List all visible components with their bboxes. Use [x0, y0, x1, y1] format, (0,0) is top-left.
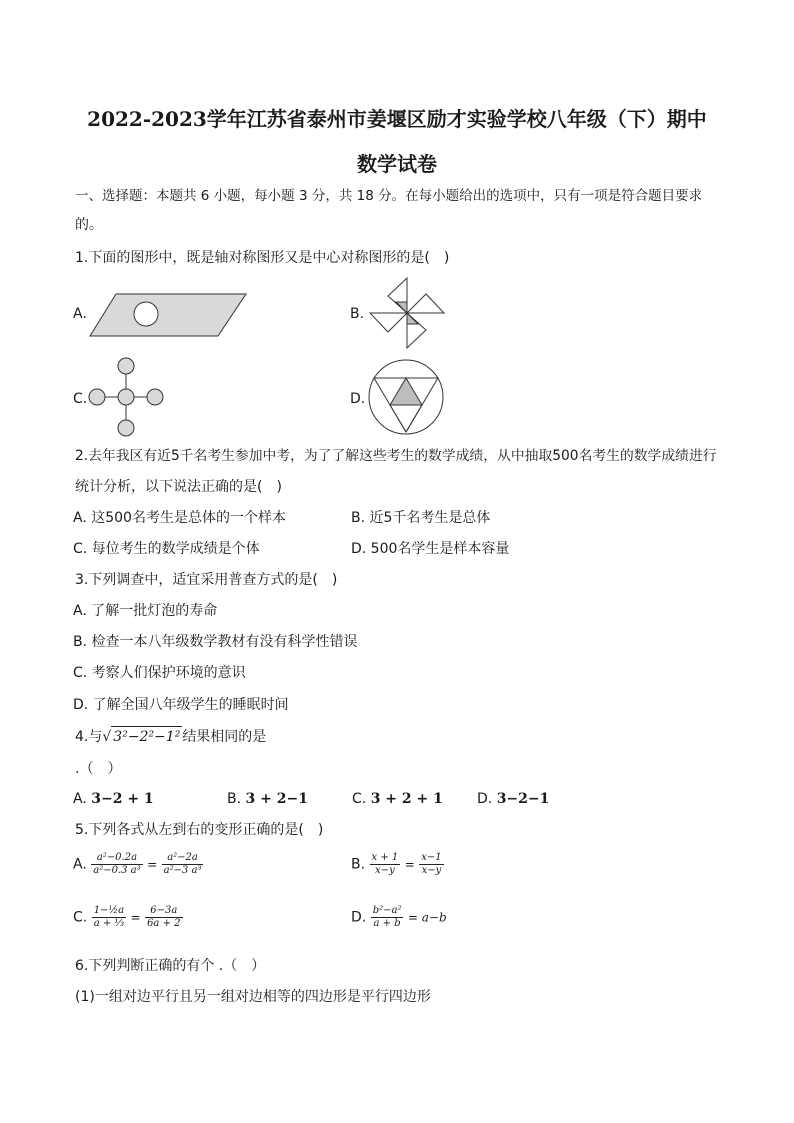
q2-stem-line-2: 统计分析，以下说法正确的是( ) — [75, 479, 282, 495]
q5-b-left-den: x−y — [375, 865, 395, 876]
q5-b-right-fraction — [419, 852, 443, 877]
q4-option-d — [477, 789, 549, 809]
q4-radicand: 3²−2²−1² — [111, 726, 182, 747]
q4-stem-cont: .（ ） — [75, 761, 122, 777]
q5-option-c — [73, 905, 183, 930]
q5-b-right-den: x−y — [421, 865, 442, 876]
q2-option-c: C. 每位考生的数学成绩是个体 — [73, 541, 260, 557]
pinwheel-figure — [368, 276, 446, 350]
cross-circles-figure — [88, 356, 164, 438]
q5-a-right-fraction — [162, 852, 204, 877]
q5-b-left-fraction — [370, 852, 401, 877]
q5-a-right-den: a²−3 a³ — [163, 865, 202, 876]
q1-option-b-label: B. — [350, 306, 365, 322]
q5-a-equals: = — [147, 857, 158, 872]
q5-option-d-label: D. — [351, 909, 367, 926]
q2-option-b: B. 近5千名考生是总体 — [351, 510, 491, 526]
q5-c-right-num: 6−3a — [145, 905, 182, 918]
q4-option-a-label: A. — [73, 791, 87, 807]
q3-option-a: A. 了解一批灯泡的寿命 — [73, 603, 218, 619]
q3-option-b: B. 检查一本八年级数学教材有没有科学性错误 — [73, 634, 358, 650]
q5-option-b — [351, 852, 444, 877]
q5-c-left-num: 1−½a — [93, 905, 125, 916]
q1-option-c-label: C. — [73, 391, 88, 407]
q4-stem: 4.与√ 3²−2²−1² 结果相同的是 — [75, 726, 266, 747]
q4-option-b — [227, 789, 308, 809]
q5-option-c-label: C. — [73, 909, 88, 926]
q3-option-d: D. 了解全国八年级学生的睡眠时间 — [73, 697, 289, 713]
q6-item-1: (1)一组对边平行且另一组对边相等的四边形是平行四边形 — [75, 989, 431, 1005]
q5-d-fraction — [371, 905, 404, 930]
q4-option-b-value: 3 + 2−1 — [245, 791, 308, 807]
q5-d-den: a + b — [373, 918, 401, 929]
q2-option-d: D. 500名学生是样本容量 — [351, 541, 510, 557]
q5-stem: 5.下列各式从左到右的变形正确的是( ) — [75, 822, 324, 838]
q2-stem-line-1: 2.去年我区有近5千名考生参加中考，为了了解这些考生的数学成绩，从中抽取500名考生的数学成绩进行 — [75, 448, 717, 464]
q5-c-equals: = — [130, 910, 141, 925]
q5-c-right-fraction — [145, 905, 182, 930]
q5-b-equals: = — [404, 857, 415, 872]
parallelogram-figure — [88, 292, 248, 338]
q5-c-left-fraction — [92, 905, 126, 930]
q4-option-b-label: B. — [227, 791, 242, 807]
q3-option-c: C. 考察人们保护环境的意识 — [73, 665, 246, 681]
q5-option-a-label: A. — [73, 856, 87, 873]
q5-c-left-den: a + ⅓ — [93, 918, 125, 929]
q4-option-a-value: 3−2 + 1 — [91, 791, 154, 807]
q5-b-right-num: x−1 — [421, 852, 442, 863]
q4-stem-suffix: 结果相同的是 — [182, 729, 267, 745]
section-1-heading: 一、选择题：本题共 6 小题，每小题 3 分，共 18 分。在每小题给出的选项中，只有一项是符合题目要求 — [75, 188, 703, 204]
q1-stem: 1.下面的图形中，既是轴对称图形又是中心对称图形的是( ) — [75, 250, 450, 266]
q5-c-right-den: 6a + 2 — [147, 918, 181, 929]
q6-stem: 6.下列判断正确的有个 .（ ） — [75, 958, 266, 974]
title-line-2: 数学试卷 — [357, 152, 437, 176]
q5-d-num: b²−a² — [372, 905, 402, 916]
q4-option-c — [352, 789, 443, 809]
q5-d-rhs: = a−b — [407, 910, 447, 925]
q1-option-a-label: A. — [73, 306, 87, 322]
q5-option-b-label: B. — [351, 856, 366, 873]
q4-option-c-label: C. — [352, 791, 367, 807]
q4-option-d-value: 3−2−1 — [496, 791, 550, 807]
q5-option-d — [351, 905, 447, 930]
q5-b-left-num: x + 1 — [371, 852, 399, 863]
q5-a-left-num: a²−0.2a — [91, 852, 142, 865]
section-1-heading-cont: 的。 — [75, 217, 103, 233]
q3-stem: 3.下列调查中，适宜采用普查方式的是( ) — [75, 572, 338, 588]
q5-a-left-fraction — [91, 852, 142, 877]
q4-option-c-value: 3 + 2 + 1 — [370, 791, 443, 807]
q2-option-a: A. 这500名考生是总体的一个样本 — [73, 510, 286, 526]
q5-option-a — [73, 852, 203, 877]
q4-option-d-label: D. — [477, 791, 493, 807]
q5-a-left-den: a²−0.3 a³ — [93, 865, 141, 876]
q1-option-d-label: D. — [350, 391, 366, 407]
q4-stem-prefix: 4.与 — [75, 729, 103, 745]
title-line-1: 2022-2023学年江苏省泰州市姜堰区励才实验学校八年级（下）期中 — [87, 107, 707, 131]
q5-a-right-num: a²−2a — [162, 852, 204, 865]
circle-triangle-figure — [367, 358, 445, 436]
q4-option-a — [73, 789, 154, 809]
